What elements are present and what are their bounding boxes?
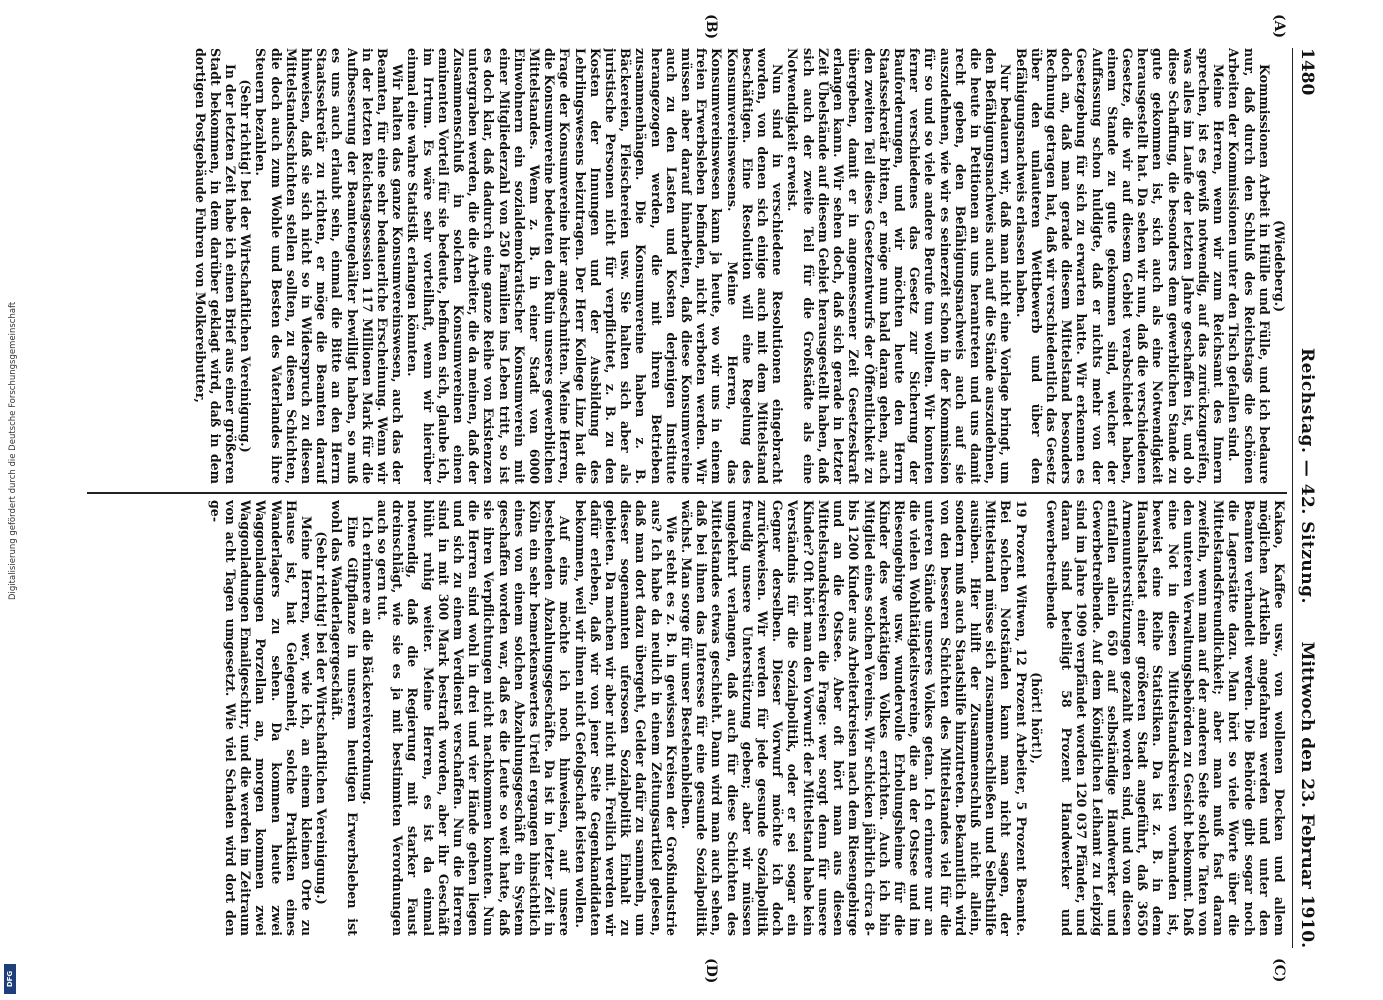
page-header [1293, 48, 1319, 948]
margin-mark-d: (D) [703, 958, 719, 984]
interjection: (Sehr richtig! bei der Wirtschaftlichen Vereinigung.) [238, 79, 254, 453]
digitization-credit: Digitalisierung gefördert durch die Deutsche Forschungsgemeinschaft [8, 301, 18, 600]
document-page [79, 14, 1319, 984]
paragraph: Meine Herren, wenn wir zum Reichsamt des Innern sprechen, ist es gewiß notwendig, auf das zurückzugreifen, was alles im Laufe der letzten Jahre geschaffen ist, und ob diese Schaffung, die besonders dem gewerblichen Stande zu gute gekommen ist, sich auch als eine Notwendigkeit herausgestellt hat. Da sehen wir nun, daß die verschiedenen Gesetze, die wir auf diesem Gebiet verabschiedet haben, einem Stande zu gute gekommen sind, welcher der Auffassung schon huldigte, daß er nichts mehr von der Gesetzgebung für sich zu erwarten hatte. Wir erkennen es doch an, daß man gerade diesem Mittelstand besonders Rechnung getragen hat, daß wir verschiedentlich das Gesetz über den unlauteren Wettbewerb und über den Befähigungsnachweis erlassen haben. [1013, 48, 1227, 484]
interjection: (Sehr richtig! bei der Wirtschaftlichen Vereinigung.) [314, 531, 330, 905]
interjection: (hört! hört!), [1028, 672, 1044, 764]
paragraph: Ich erinnere an die Bäckereiverordnung. [359, 516, 375, 805]
paragraph: Auf eins möchte ich noch hinweisen, auf unsere bestehenden Abzahlungsgeschäfte. Da ist in letzter Zeit in Köln ein sehr bemerkenswertes Urteil ergangen hinsichtlich eines von einem solchen Abzahlungsgeschäft ein System geschaffen worden war, daß es die Leute so weit hatte, daß sie ihren Verpflichtungen nicht nachkommen konnten. Nun die Herren sind wohl in drei und vier Hände gehen liegen und sich zu einem Verdienst verschaffen. Nun die Herren sind in mit 300 Mark bestraft worden, aber ihr Geschäft blüht ruhig weiter. Meine Herren, es ist da einmal notwendig, daß die Regierung mit starker Faust dreinschlägt, wie sie es ja mit bestimmten Verordnungen auch so gern tut. [375, 500, 573, 936]
paragraph: Wir halten das ganze Konsumvereinswesen, auch das der Beamten, für eine sehr bedauerliche Erscheinung. Wenn wir in der letzten Reichstagssession 117 Millionen Mark für die Aufbesserung der Beamtengehälter bewilligt haben, so muß es uns auch erlaubt sein, einmal die Bitte an den Herrn Staatssekretär zu richten, er möge die Beamten darauf hinweisen, daß sie sich nicht so in Widerspruch zu diesen Mittelstandsschichten stellen sollten, zu diesen Schichten, die doch auch zum Wohle und Besten des Vaterlandes ihre Steuern bezahlen. [253, 48, 406, 484]
margin-mark-a: (A) [1271, 14, 1287, 39]
session-date: Mittwoch den 23. Februar 1910. [1297, 641, 1317, 948]
dfg-logo-text: DFG [6, 970, 14, 988]
speaker-label: (Wiedeberg.) [1272, 219, 1287, 313]
margin-mark-b: (B) [703, 14, 719, 40]
column-divider [87, 492, 1287, 494]
paragraph: Meine Herren, wer, wie ich, an einem kleinen Orte zu Hause ist, hat Gelegenheit, solche Praktiken eines Wanderlagers zu sehen. Da kommen heute zwei Waggonladungen Porzellan an, morgen kommen zwei Waggonladungen Emailgeschirr, und die werden im Zeitraum von acht Tagen umgesetzt. Wie viel Schaden wird dort den ge- [207, 500, 314, 936]
paragraph: Nun sind in verschiedene Resolutionen eingebracht worden, von denen sich einige auch mit dem Mittelstand beschäftigen. Eine Resolution will eine Regelung des Konsumvereinswesens. Meine Herren, das Konsumvereinswesen kann ja heute, wo wir uns in einem freien Erwerbsleben befinden, nicht verboten werden. Wir müssen aber darauf hinarbeiten, daß diese Konsumvereine auch zu den Lasten und Kosten derjenigen Institute herangezogen werden, die mit ihren Betrieben zusammenhängen. Die Konsumvereine haben z. B. Bäckereien, Fleischereien usw. Sie halten sich aber als juristische Personen nicht für verpflichtet, z. B. zu den Kosten der Innungen und der Ausbildung des Lehrlingswesens beizutragen. Der Herr Kollege Linz hat die Frage der Konsumvereine hier angeschnitten. Meine Herren, die Konsumvereine bedeuten den Ruin unseres gewerblichen Mittelstandes. Wenn z. B. in einer Stadt von 6000 Einwohnern ein sozialdemokratischer Konsumverein mit einer Mitgliederzahl von 250 Familien ins Leben tritt, so ist es doch klar, daß dadurch eine ganze Reihe von Existenzen untergraben werden, die die Arbeiter, die da meinen, daß der Zusammenschluß in solchen Konsumvereinen einen eminenten Vorteil für sie bedeute, befinden sich, glaube ich, im Irrtum. Es wäre sehr vorteilhaft, wenn wir hierüber einmal eine wahre Statistik erlangen könnten. [405, 48, 786, 484]
page-number: 1480 [1297, 48, 1317, 96]
paragraph: In der letzten Zeit habe ich einen Brief aus einer größeren Stadt bekommen, in dem darüber geklagt wird, daß in dem dortigen Postgebäude Fuhren von Molkereibutter, [192, 48, 238, 484]
paragraph: Eine Giftpflanze in unserem heutigen Erwerbsleben ist wohl das Wanderlagergeschäft. [329, 500, 360, 936]
dfg-logo [4, 964, 16, 994]
left-text-column [87, 48, 1287, 484]
right-text-column [87, 500, 1287, 936]
paragraph: Wie steht es z. B. in gewissen Kreisen der Großindustrie aus? Ich habe da neulich in einem Zeitungsartikel gelesen, daß man dort dazu übergeht, Gelder dafür zu sammeln, um dieser sogenannten ufersosen Sozialpolitik Einhalt zu gebieten. Da machen wir aber nicht mit. Freilich werden wir dafür erleben, daß wir von jener Seite Gegenkandidaten bekommen, weil wir ihnen nicht Gefolgschaft leisten wollen. [572, 500, 679, 936]
session-title: Reichstag. — 42. Sitzung. [1297, 348, 1317, 604]
paragraph: Nur bedauern wir, daß man nicht eine Vorlage bringt, um den Befähigungsnachweis auch auf die Stände auszudehnen, die heute in Petitionen an uns herantreten und uns damit recht geben, den Befähigungsnachweis auch auf sie auszudehnen, wie wir es seinerzeit schon in der Kommission für so und so viele andere Berufe tun wollten. Wir konnten ferner verschiedenes das Gesetz zur Sicherung der Bauforderungen, und wir möchten heute den Herrn Staatssekretär bitten, er möge nun bald daran gehen, auch den zweiten Teil dieses Gesetzentwurfs der Öffentlichkeit zu übergeben, damit er in angemessener Zeit Gesetzeskraft erlangen kann. Wir sehen doch, daß sich gerade in letzter Zeit Übelstände auf diesem Gebiet herausgestellt haben, daß sich auch der zweite Teil für die Großstädte als eine Notwendigkeit erweist. [785, 48, 1014, 484]
header-rule [1292, 48, 1293, 948]
margin-mark-c: (C) [1271, 958, 1287, 983]
paragraph: Kakao, Kaffee usw., von wollenen Decken und allem möglichen Artikeln angefahren werden und unter den Beamten verhandelt werden. Die Behörde gibt sogar noch die Lagerstätte dazu. Man hört so viele Worte über die Mittelstandsfreundlichkeit; aber man muß fast daran zweifeln, wenn man auf der anderen Seite solche Taten von den unteren Verwaltungsbehörden zu Gesicht bekommt. Daß eine Not in diesen Mittelstandskreisen vorhanden ist, beweist eine Reihe Statistiken. Da ist z. B. in dem Haushaltsetat einer größeren Stadt angeführt, daß 3650 Armenunterstützungen gezahlt worden sind, und von diesen entfallen allein 650 auf selbständige Handwerker und Gewerbetreibende. Auf dem Königlichen Leihamt zu Leipzig sind im Jahre 1909 verpfändet worden 120 037 Pfänder, und daran sind beteiligt 58 Prozent Handwerker und Gewerbetreibende [1043, 500, 1287, 936]
paragraph: 19 Prozent Witwen, 12 Prozent Arbeiter, 5 Prozent Beamte. Bei solchen Notständen kann man nicht sagen, der Mittelstand müsse sich zusammenschließen und Selbsthilfe ausüben. Hier hilft der Zusammenschluß nicht allein, sondern muß auch Staatshilfe hinzutreten. Bekanntlich wird von den besseren Schichten des Mittelstandes viel für die unteren Stände unseres Volkes getan. Ich erinnere nur an die vielen Wohltätigkeitsvereine, die an der Ostsee und im Riesengebirge usw. wundervolle Erholungsheime für die Kinder des werktätigen Volkes errichten. Auch ich bin Mitglied eines solchen Vereins. Wir schicken jährlich circa 8- bis 1200 Kinder aus Arbeiterkreisen nach dem Riesengebirge und an die Ostsee. Aber oft hört man aus diesen Mittelstandskreisen die Frage: wer sorgt denn für unsere Kinder? Oft hört man den Vorwurf: der Mittelstand habe kein Verständnis für die Sozialpolitik, oder er sei sogar ein Gegner derselben. Dieser Vorwurf möchte ich doch zurückweisen. Wir werden für jede gesunde Sozialpolitik freudig unsere Unterstützung geben; aber wir müssen umgekehrt verlangen, daß auch für diese Schichten des Mittelstandes etwas geschieht. Dann wird man auch sehen, daß bei ihnen das Interesse für eine gesunde Sozialpolitik wächst. Man sorge für unser Bestehenbleiben. [679, 500, 1029, 936]
paragraph: Kommissionen Arbeit in Hülle und Fülle, und ich bedaure nur, daß durch den Schluß des Reichstags die schönen Arbeiten der Kommissionen unter den Tisch gefallen sind. [1226, 48, 1272, 484]
